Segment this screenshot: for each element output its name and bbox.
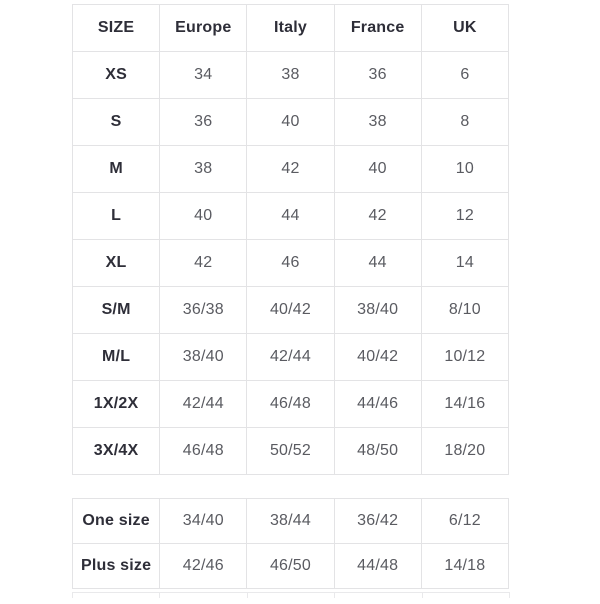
- value-cell: 46: [247, 240, 334, 287]
- size-cell: 1X/2X: [73, 381, 160, 428]
- value-cell: 40: [334, 146, 421, 193]
- table-row: [73, 146, 509, 193]
- value-cell: 42: [247, 146, 334, 193]
- value-cell: 36/42: [334, 499, 421, 544]
- value-cell: 14/16: [421, 381, 508, 428]
- size-cell: XS: [73, 52, 160, 99]
- value-cell: 48/50: [334, 428, 421, 475]
- value-cell: 44: [334, 240, 421, 287]
- value-cell: 42: [160, 240, 247, 287]
- cutoff-cell: [423, 593, 510, 598]
- size-cell: S: [73, 99, 160, 146]
- value-cell: 6/12: [421, 499, 508, 544]
- column-header-europe: Europe: [160, 5, 247, 52]
- size-cell: Plus size: [73, 544, 160, 589]
- size-cell: L: [73, 193, 160, 240]
- table-row: [73, 544, 509, 589]
- table-row: [73, 499, 509, 544]
- value-cell: 10: [421, 146, 508, 193]
- column-header-france: France: [334, 5, 421, 52]
- value-cell: 44/46: [334, 381, 421, 428]
- value-cell: 8/10: [421, 287, 508, 334]
- cutoff-cell: [160, 593, 247, 598]
- size-cell: S/M: [73, 287, 160, 334]
- cutoff-cell: [73, 593, 160, 598]
- size-cell: 3X/4X: [73, 428, 160, 475]
- size-cell: M/L: [73, 334, 160, 381]
- column-header-italy: Italy: [247, 5, 334, 52]
- size-conversion-table: [72, 4, 509, 475]
- value-cell: 42/44: [160, 381, 247, 428]
- value-cell: 36: [160, 99, 247, 146]
- cutoff-cell: [335, 593, 422, 598]
- value-cell: 14: [421, 240, 508, 287]
- size-cell: M: [73, 146, 160, 193]
- size-cell: One size: [73, 499, 160, 544]
- value-cell: 40: [160, 193, 247, 240]
- table-row: [73, 334, 509, 381]
- onesize-plussize-table: [72, 498, 509, 589]
- value-cell: 44/48: [334, 544, 421, 589]
- value-cell: 38: [160, 146, 247, 193]
- value-cell: 8: [421, 99, 508, 146]
- value-cell: 40/42: [247, 287, 334, 334]
- cutoff-table-fragment: [72, 592, 510, 598]
- value-cell: 34/40: [160, 499, 247, 544]
- value-cell: 42/44: [247, 334, 334, 381]
- column-header-uk: UK: [421, 5, 508, 52]
- value-cell: 44: [247, 193, 334, 240]
- value-cell: 14/18: [421, 544, 508, 589]
- value-cell: 42/46: [160, 544, 247, 589]
- size-cell: XL: [73, 240, 160, 287]
- table-row: [73, 193, 509, 240]
- value-cell: 46/50: [247, 544, 334, 589]
- value-cell: 12: [421, 193, 508, 240]
- column-header-size: SIZE: [73, 5, 160, 52]
- table-row: [73, 52, 509, 99]
- value-cell: 40: [247, 99, 334, 146]
- value-cell: 50/52: [247, 428, 334, 475]
- value-cell: 38/44: [247, 499, 334, 544]
- value-cell: 40/42: [334, 334, 421, 381]
- table-row: [73, 287, 509, 334]
- value-cell: 38/40: [334, 287, 421, 334]
- value-cell: 36/38: [160, 287, 247, 334]
- value-cell: 34: [160, 52, 247, 99]
- value-cell: 10/12: [421, 334, 508, 381]
- value-cell: 46/48: [247, 381, 334, 428]
- table-row: [73, 99, 509, 146]
- table-row: [73, 428, 509, 475]
- value-cell: 18/20: [421, 428, 508, 475]
- value-cell: 6: [421, 52, 508, 99]
- value-cell: 38: [247, 52, 334, 99]
- table-row: [73, 381, 509, 428]
- header-row: [73, 5, 509, 52]
- value-cell: 38/40: [160, 334, 247, 381]
- value-cell: 46/48: [160, 428, 247, 475]
- table-row: [73, 240, 509, 287]
- value-cell: 38: [334, 99, 421, 146]
- value-cell: 36: [334, 52, 421, 99]
- value-cell: 42: [334, 193, 421, 240]
- cutoff-cell: [248, 593, 335, 598]
